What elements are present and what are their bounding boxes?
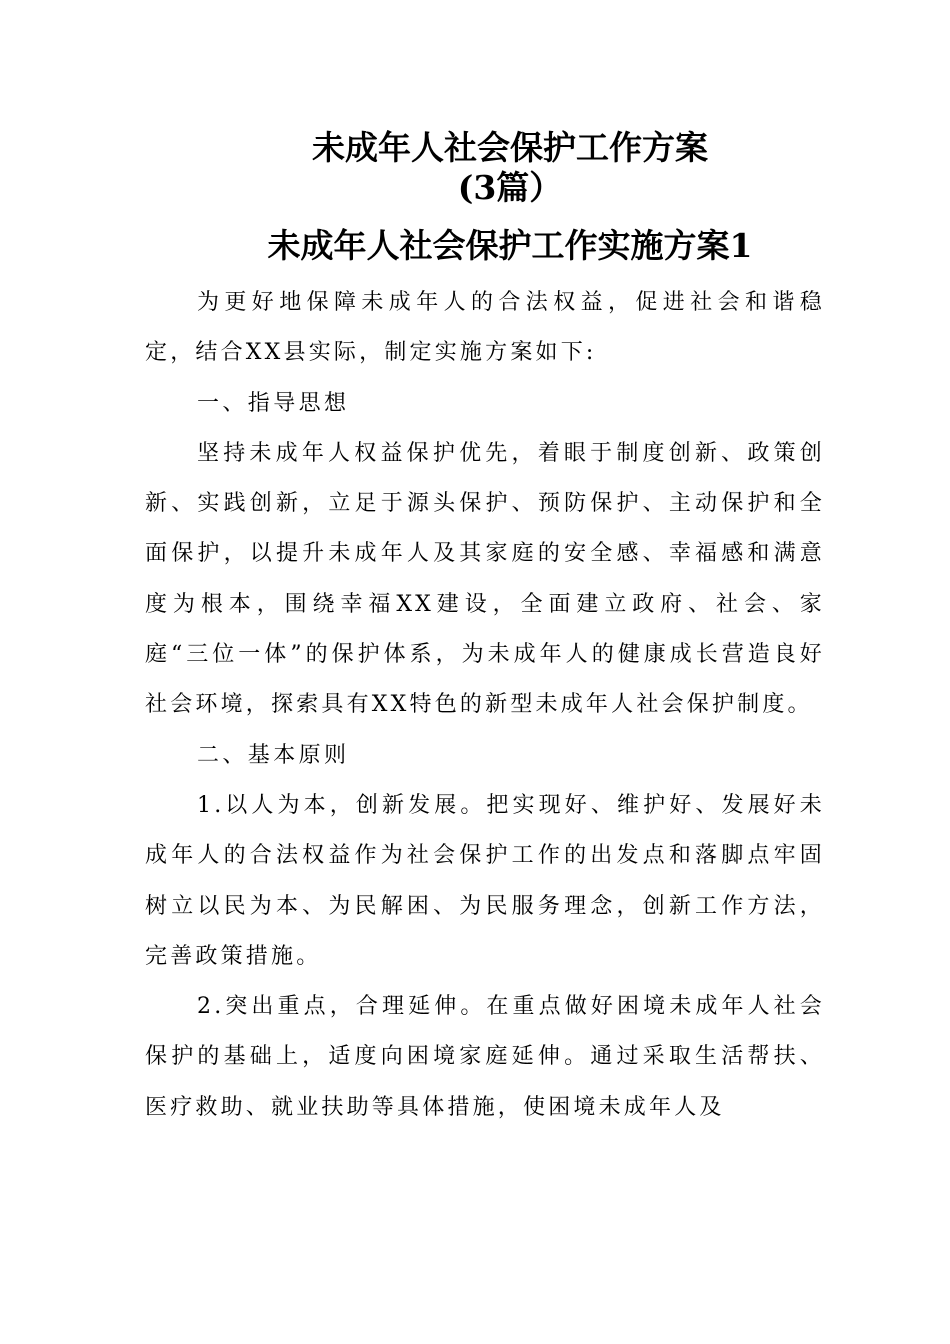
- guiding-ideology-paragraph: 坚持未成年人权益保护优先，着眼于制度创新、政策创新、实践创新，立足于源头保护、预防保护、主动保护和全面保护，以提升未成年人及其家庭的安全感、幸福感和满意度为根本，围绕幸福XX建设，全面建立政府、社会、家庭“三位一体”的保护体系，为未成年人的健康成长营造良好社会环境，探索具有XX特色的新型未成年人社会保护制度。: [145, 440, 825, 718]
- section-heading-guiding-ideology: 一、指导思想: [197, 390, 350, 416]
- section-heading-basic-principles: 二、基本原则: [197, 742, 350, 768]
- document-body: [145, 278, 825, 1133]
- intro-paragraph: 为更好地保障未成年人的合法权益，促进社会和谐稳定，结合XX县实际，制定实施方案如下:: [145, 290, 825, 366]
- document-title: 未成年人社会保护工作方案: [312, 128, 708, 167]
- document-title-count: (3篇）: [457, 168, 563, 207]
- principle-paragraph-2: 2.突出重点，合理延伸。在重点做好困境未成年人社会保护的基础上，适度向困境家庭延伸。通过采取生活帮扶、医疗救助、就业扶助等具体措施，使困境未成年人及: [145, 994, 825, 1120]
- section-title: 未成年人社会保护工作实施方案1: [267, 226, 753, 265]
- principle-paragraph-1: 1.以人为本，创新发展。把实现好、维护好、发展好未成年人的合法权益作为社会保护工作的出发点和落脚点牢固树立以民为本、为民解困、为民服务理念，创新工作方法，完善政策措施。: [145, 792, 825, 969]
